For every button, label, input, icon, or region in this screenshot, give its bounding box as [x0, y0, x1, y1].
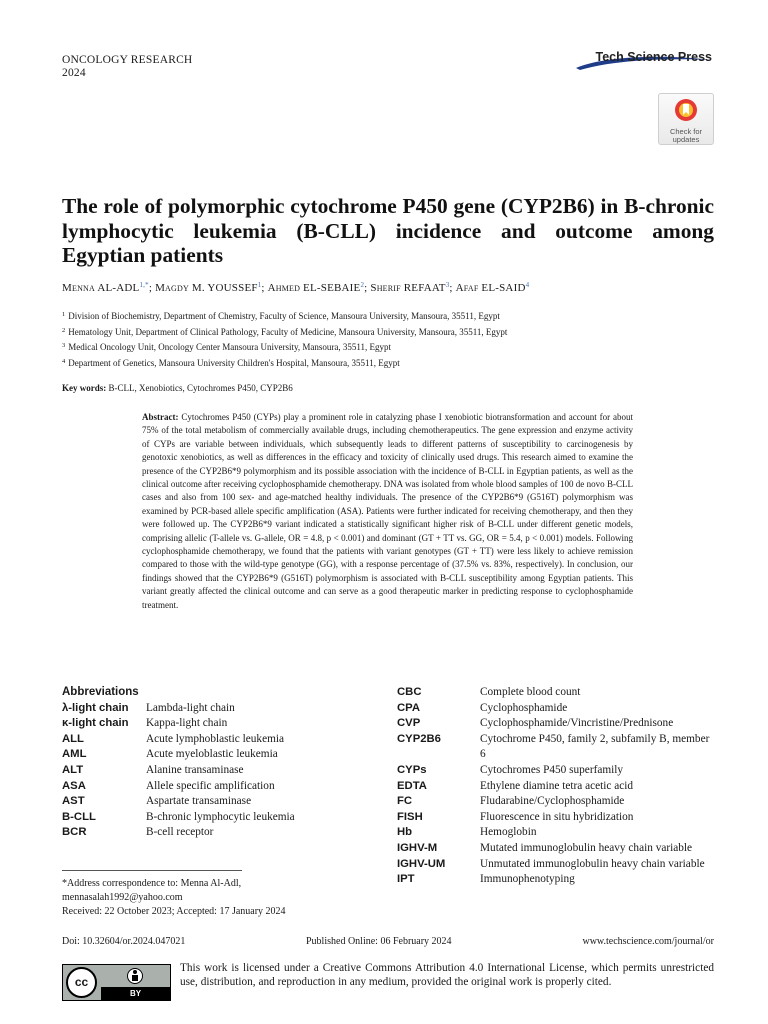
author-affiliation-marker: 3	[445, 281, 450, 289]
abbreviation-row	[62, 763, 332, 779]
abbreviation-term: IPT	[397, 873, 415, 886]
affiliation-item: $^4$ Department of Genetics, Mansoura University Children's Hospital, Mansoura, 35511, Egypt	[62, 357, 400, 368]
abbreviation-row	[62, 716, 332, 732]
abbreviation-definition: Ethylene diamine tetra acetic acid	[480, 779, 634, 792]
abbreviation-term: CVP	[397, 717, 421, 730]
footnote-divider	[62, 870, 242, 871]
abbreviation-definition: Cytochrome P450, family 2, subfamily B, member 6	[480, 732, 710, 761]
abbreviation-term: FC	[397, 795, 413, 808]
abbreviation-term: FISH	[397, 810, 423, 823]
abbreviation-term: λ-light chain	[62, 701, 129, 714]
abbreviation-row	[62, 779, 332, 795]
abbreviation-term: κ-light chain	[62, 717, 129, 730]
doi-link[interactable]: Doi: 10.32604/or.2024.047021	[62, 936, 186, 947]
abbreviation-definition: Cyclophosphamide/Vincristine/Prednisone	[480, 717, 674, 730]
cc-icon: cc	[66, 967, 97, 998]
abbreviation-row	[62, 825, 332, 841]
abbreviation-row	[62, 747, 332, 763]
publisher-logo	[574, 50, 714, 74]
abbreviation-row	[397, 701, 717, 717]
abbreviation-row	[397, 794, 717, 810]
abbreviation-definition: Immunophenotyping	[480, 873, 575, 886]
abstract-text: Cytochromes P450 (CYPs) play a prominent role in catalyzing phase I xenobiotic biotransformation and account for about 75% of the total metabolism of commercially available drugs, including chemotherapeutics. The gene expression and enzyme activity of CYPs are variable between individuals, which subsequently leads to different patterns of susceptibility to carcinogenesis by genotoxic xenobiotics, as well as differences in the efficacy and toxicity of clinically used drugs. This research aimed to examine the presence of the CYP2B6*9 polymorphism and its possible association with the incidence of B-CLL in Egyptian patients, as well as the clinical outcome after receiving cyclophosphamide chemotherapy. DNA was isolated from whole blood samples of 100 de novo B-CLL cases and also from 100 sex- and age-matched healthy individuals. The presence of the CYP2B6*9 (G516T) polymorphism was examined by PCR-based allele specific amplification (ASA). Patients were further indicated for receiving chemotherapy, and then they were followed up. The CYP2B6*9 variant indicated a statistically significant higher risk of B-CLL under different genetic models, comprising allelic (T-allele vs. G-allele, OR = 4.8, p < 0.001) and dominant (GT + TT vs. GG, OR = 5.4, p < 0.001) models. Following cyclophosphamide chemotherapy, we found that the patients with variant genotypes (GT + TT) were less likely to achieve remission compared to those with the wild-type genotype (GG), with a response percentage of (37.5% vs. 83%, respectively). In conclusion, our findings showed that the CYP2B6*9 (G516T) polymorphism is associated with B-CLL susceptibility among Egyptian patients. This variant greatly affected the clinical outcome and can serve as a good therapeutic marker in predicting response to cyclophosphamide treatment.	[142, 412, 633, 610]
abbreviation-row	[397, 857, 717, 873]
author-affiliation-marker: 1,*	[139, 281, 149, 289]
abbreviation-row	[62, 732, 332, 748]
author-name: Afaf EL-SAID	[455, 282, 526, 294]
abstract-label: Abstract:	[142, 412, 179, 422]
abbreviations-left-column	[62, 685, 332, 841]
abbreviation-term: BCR	[62, 826, 87, 839]
abbreviations-right-column	[397, 685, 717, 888]
abbreviation-definition: Unmutated immunoglobulin heavy chain variable	[480, 857, 705, 870]
correspondence-email-link[interactable]: mennasalah1992@yahoo.com	[62, 892, 183, 903]
abbreviation-row	[397, 685, 717, 701]
abbreviation-term: ALL	[62, 732, 84, 745]
abbreviation-row	[397, 779, 717, 795]
abbreviation-definition: Acute myeloblastic leukemia	[146, 748, 278, 761]
abbreviation-definition: Kappa-light chain	[146, 717, 228, 730]
abbreviation-term: ASA	[62, 779, 86, 792]
affiliation-item: $^3$ Medical Oncology Unit, Oncology Center Mansoura University, Mansoura, 35511, Egypt	[62, 342, 392, 353]
affiliation-item: $^1$ Division of Biochemistry, Department of Chemistry, Faculty of Science, Mansoura University, Mansoura, 35511, Egypt	[62, 311, 500, 321]
abbreviation-definition: Hemoglobin	[480, 826, 537, 839]
abbreviation-definition: Allele specific amplification	[146, 779, 275, 792]
abbreviation-definition: Acute lymphoblastic leukemia	[146, 732, 285, 745]
license-text: This work is licensed under a Creative Commons Attribution 4.0 International License, which permits unrestricted use, distribution, and reproduction in any medium, provided the original work is properly cited.	[180, 962, 714, 988]
abbreviation-definition: Complete blood count	[480, 686, 581, 698]
abbreviation-term: B-CLL	[62, 810, 96, 823]
abbreviation-definition: Aspartate transaminase	[146, 795, 252, 808]
abstract	[142, 411, 633, 612]
abbreviation-term: EDTA	[397, 779, 427, 792]
abbreviation-row	[397, 716, 717, 732]
cc-by-license-badge[interactable]	[62, 964, 171, 1001]
author-list: Menna $AL-ADL^{1,*}$; Magdy M. YOUSSEF$^1$; Ahmed EL-SEBAIE$^2$; Sherif REFAAT$^3$; Afaf EL-SAID$^4$	[62, 281, 530, 294]
abbreviation-row	[397, 732, 717, 763]
correspondence-address: *Address correspondence to: Menna Al-Adl,	[62, 878, 242, 889]
abbreviation-row	[397, 841, 717, 857]
abbreviation-row	[397, 810, 717, 826]
abbreviation-row	[397, 872, 717, 888]
keywords-label: Key words:	[62, 383, 107, 393]
abbreviation-definition: Alanine transaminase	[146, 763, 244, 776]
received-accepted-dates: Received: 22 October 2023; Accepted: 17 January 2024	[62, 906, 286, 917]
author-affiliation-marker: 2	[360, 281, 365, 289]
abbreviation-definition: Cyclophosphamide	[480, 701, 568, 714]
author-name: Sherif REFAAT	[370, 282, 446, 294]
attribution-person-icon	[127, 968, 143, 984]
journal-website-link[interactable]: www.techscience.com/journal/or	[582, 936, 714, 947]
correspondence-note	[62, 877, 286, 919]
abbreviation-row	[62, 701, 332, 717]
author-affiliation-marker: 1	[257, 281, 262, 289]
abbreviation-row	[397, 825, 717, 841]
published-date: Published Online: 06 February 2024	[306, 936, 452, 947]
abbreviation-definition: Fluorescence in situ hybridization	[480, 810, 634, 823]
abbreviation-definition: Cytochromes P450 superfamily	[480, 763, 624, 776]
abbreviation-row	[397, 763, 717, 779]
abbreviation-term: CYP2B6	[397, 732, 441, 745]
abbreviation-term: CYPs	[397, 763, 427, 776]
abbreviation-term: ALT	[62, 763, 84, 776]
abbreviation-term: IGHV-UM	[397, 857, 446, 870]
abbreviation-definition: Mutated immunoglobulin heavy chain variable	[480, 841, 693, 854]
bookmark-badge-icon	[674, 98, 698, 122]
abbreviation-term: Hb	[397, 826, 413, 839]
check-for-updates-button[interactable]	[658, 93, 714, 145]
abbreviation-term: CBC	[397, 686, 422, 698]
abbreviation-row	[62, 810, 332, 826]
abbreviation-row	[62, 794, 332, 810]
author-name: Magdy M. YOUSSEF	[155, 282, 258, 294]
affiliation-item: $^2$ Hematology Unit, Department of Clinical Pathology, Faculty of Medicine, Mansoura University, Mansoura, 35511, Egypt	[62, 326, 508, 337]
abbreviation-definition: Lambda-light chain	[146, 701, 235, 714]
by-label: BY	[101, 987, 170, 1000]
check-updates-text: Check for updates	[669, 127, 703, 144]
abbreviation-definition: Fludarabine/Cyclophosphamide	[480, 795, 625, 808]
publisher-name: Tech Science Press	[595, 50, 712, 64]
abbreviation-term: AML	[62, 748, 87, 761]
abbreviation-term: IGHV-M	[397, 841, 438, 854]
abbreviation-term: AST	[62, 795, 85, 808]
author-name: Menna AL-ADL	[62, 282, 140, 294]
abbreviations-heading: Abbreviations	[62, 686, 139, 698]
abbreviation-term: CPA	[397, 701, 421, 714]
journal-header	[62, 54, 192, 80]
journal-name: ONCOLOGY RESEARCH	[62, 54, 193, 66]
keywords	[62, 383, 293, 393]
journal-year: 2024	[62, 67, 86, 79]
keywords-text: B-CLL, Xenobiotics, Cytochromes P450, CYP2B6	[108, 383, 293, 393]
paper-title: The role of polymorphic cytochrome P450 gene (CYP2B6) in B-chronic lymphocytic leukemia (B-CLL) incidence and outcome among Egyptian patients	[62, 194, 714, 267]
author-name: Ahmed EL-SEBAIE	[267, 282, 361, 294]
abbreviation-definition: B-cell receptor	[146, 826, 214, 839]
author-affiliation-marker: 4	[525, 281, 530, 289]
abbreviation-definition: B-chronic lymphocytic leukemia	[146, 810, 295, 823]
affiliation-list	[62, 308, 507, 370]
